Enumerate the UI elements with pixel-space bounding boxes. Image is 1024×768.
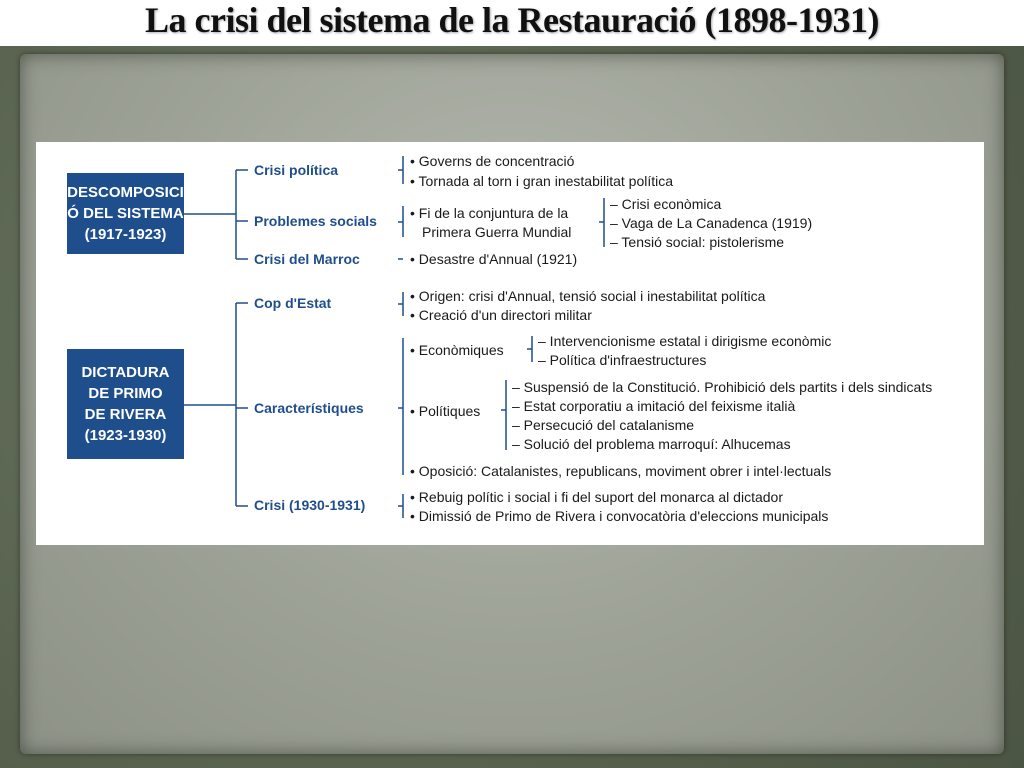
sub-suspensio-constitucio: – Suspensió de la Constitució. Prohibició dels partits i dels sindicats bbox=[512, 379, 933, 395]
branch-crisi-marroc: Crisi del Marroc bbox=[254, 251, 360, 267]
item-politiques: • Polítiques bbox=[410, 403, 481, 419]
item-desastre-annual: • Desastre d'Annual (1921) bbox=[410, 251, 578, 267]
item-rebuig-politic: • Rebuig polític i social i fi del suport del monarca al dictador bbox=[410, 489, 783, 505]
dictadura-box-line1: DICTADURA bbox=[81, 364, 170, 381]
item-dimissio-primo: • Dimissió de Primo de Rivera i convocatòria d'eleccions municipals bbox=[410, 508, 829, 524]
dictadura-box-line3: DE RIVERA bbox=[84, 406, 167, 423]
branch-crisi-1930: Crisi (1930-1931) bbox=[254, 497, 366, 513]
item-economiques: • Econòmiques bbox=[410, 342, 504, 358]
descomposicio-box-line2: Ó DEL SISTEMA bbox=[67, 205, 184, 222]
item-fi-conjuntura-line2: Primera Guerra Mundial bbox=[422, 224, 572, 240]
sub-persecucio-catalanisme: – Persecució del catalanisme bbox=[512, 417, 695, 433]
sub-infraestructures: – Política d'infraestructures bbox=[538, 352, 707, 368]
sub-intervencionisme: – Intervencionisme estatal i dirigisme econòmic bbox=[538, 333, 832, 349]
descomposicio-box bbox=[67, 173, 184, 254]
sub-crisi-economica: – Crisi econòmica bbox=[610, 196, 722, 212]
dictadura-box bbox=[67, 349, 184, 459]
item-governs-concentracio: • Governs de concentració bbox=[410, 153, 575, 169]
item-origen: • Origen: crisi d'Annual, tensió social i inestabilitat política bbox=[410, 288, 766, 304]
diagram-panel bbox=[36, 142, 984, 545]
descomposicio-box-line1: DESCOMPOSICI bbox=[67, 184, 184, 201]
sub-vaga-canadenca: – Vaga de La Canadenca (1919) bbox=[610, 215, 813, 231]
item-directori-militar: • Creació d'un directori militar bbox=[410, 307, 592, 323]
branch-cop-estat: Cop d'Estat bbox=[254, 295, 332, 311]
dictadura-box-line2: DE PRIMO bbox=[88, 385, 163, 402]
branch-crisi-politica: Crisi política bbox=[254, 162, 339, 178]
sub-tensio-social: – Tensió social: pistolerisme bbox=[610, 234, 785, 250]
dictadura-box-line4: (1923-1930) bbox=[84, 427, 167, 444]
sub-solucio-marroqui: – Solució del problema marroquí: Alhucemas bbox=[512, 436, 791, 452]
branch-problemes-socials: Problemes socials bbox=[254, 213, 377, 229]
sub-estat-corporatiu: – Estat corporatiu a imitació del feixisme italià bbox=[512, 398, 796, 414]
descomposicio-box-line3: (1917-1923) bbox=[84, 226, 167, 243]
branch-caracteristiques: Característiques bbox=[254, 400, 364, 416]
page-title: La crisi del sistema de la Restauració (1898-1931) bbox=[145, 0, 879, 40]
item-tornada-torn: • Tornada al torn i gran inestabilitat política bbox=[410, 173, 674, 189]
item-oposicio: • Oposició: Catalanistes, republicans, moviment obrer i intel·lectuals bbox=[410, 463, 832, 479]
item-fi-conjuntura-line1: • Fi de la conjuntura de la bbox=[410, 205, 569, 221]
